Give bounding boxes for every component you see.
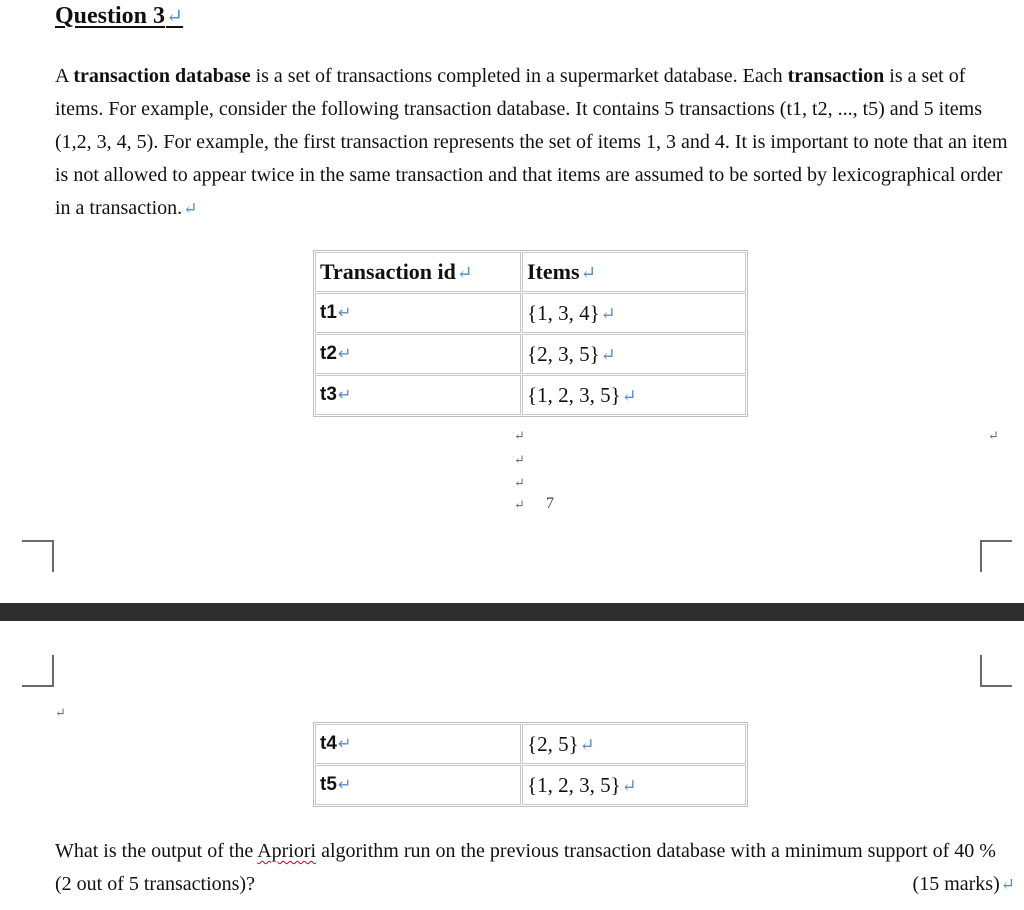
term-transaction: transaction [787,65,885,87]
paragraph-mark-icon: ↵ [166,6,184,28]
paragraph-mark-icon: ↵ [55,705,66,720]
marks-label: (15 marks)↵ [912,873,1015,895]
table-row [315,334,746,374]
transaction-id-cell: t1↵ [315,293,521,333]
transaction-table-continued [313,722,748,807]
paragraph-mark-icon: ↵ [514,497,525,512]
table-row [315,765,746,805]
transaction-id-cell: t3↵ [315,375,521,415]
page-number: 7 [546,495,554,512]
table-header-row [315,252,746,292]
margin-corner-mark [980,655,1012,687]
header-transaction-id: Transaction id↵ [315,252,521,292]
spelling-flag[interactable]: Apriori [257,840,317,862]
table-row [315,293,746,333]
question-heading: Question 3↵ [55,3,184,29]
margin-corner-mark [22,540,54,572]
intro-paragraph: A transaction database is a set of transactions completed in a supermarket database. Each transaction is a set of items. For example, consider the following transaction database. It contains 5 transactions (t1, t2, ..., t5) and 5 items (1,2, 3, 4, 5). For example, the first transaction represents the set of items 1, 3 and 4. It is important to note that an item is not allowed to appear twice in the same transaction and that items are assumed to be sorted by lexicographical order in a transaction.↵ [55,65,1008,219]
paragraph-mark-icon: ↵ [183,199,198,218]
margin-corner-mark [980,540,1012,572]
table-row [315,724,746,764]
transaction-table [313,250,748,417]
paragraph-mark-icon: ↵ [514,428,525,443]
term-transaction-database: transaction database [73,65,251,87]
items-cell: {1, 3, 4}↵ [522,293,746,333]
items-cell: {1, 2, 3, 5}↵ [522,765,746,805]
margin-corner-mark [22,655,54,687]
items-cell: {2, 5}↵ [522,724,746,764]
question-text: What is the output of the Apriori algorithm run on the previous transaction database with a minimum support of 40 % (2 out of 5 transactions)? (15 marks)↵ [55,835,1015,901]
transaction-id-cell: t5↵ [315,765,521,805]
items-cell: {1, 2, 3, 5}↵ [522,375,746,415]
paragraph-mark-icon: ↵ [988,428,999,443]
paragraph-mark-icon: ↵ [514,475,525,490]
paragraph-mark-icon: ↵ [514,452,525,467]
page-break-bar [0,603,1024,621]
transaction-id-cell: t2↵ [315,334,521,374]
items-cell: {2, 3, 5}↵ [522,334,746,374]
table-row [315,375,746,415]
transaction-id-cell: t4↵ [315,724,521,764]
header-items: Items↵ [522,252,746,292]
